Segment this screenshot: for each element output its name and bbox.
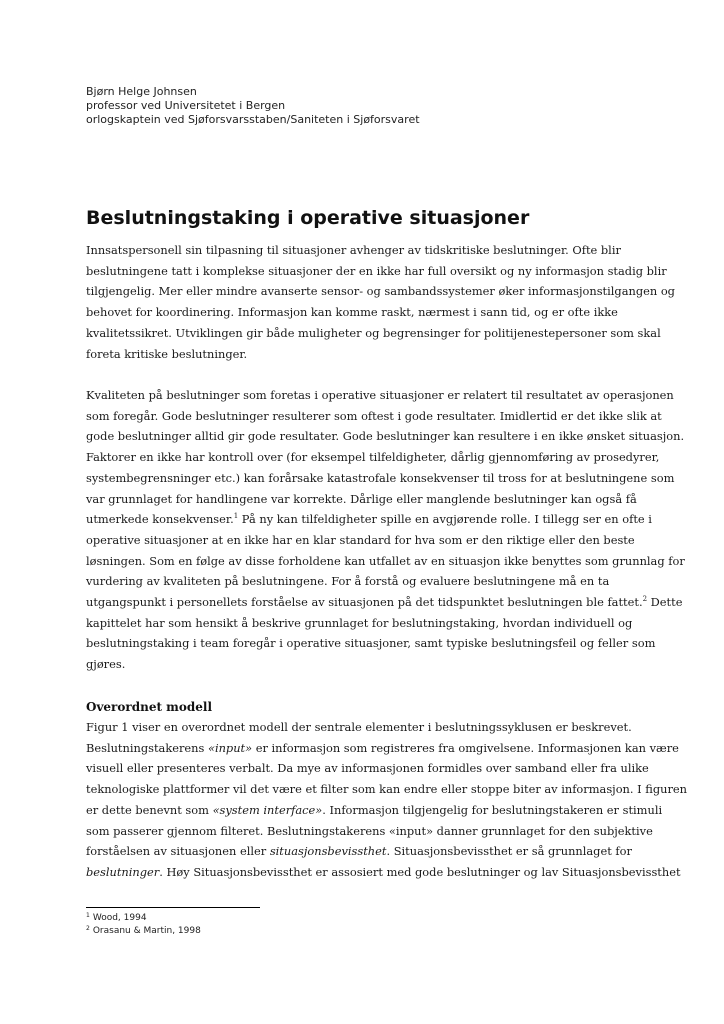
section-heading: Overordnet modell	[86, 700, 213, 714]
text-line: operative situasjoner at en ikke har en klar standard for hva som er den riktige eller den beste	[86, 532, 635, 547]
text-line	[86, 862, 681, 883]
footnotes	[86, 912, 201, 938]
text-line	[86, 738, 679, 759]
text-line: behovet for koordinering. Informasjon kan komme raskt, nærmest i sann tid, og er ofte ikke	[86, 305, 618, 320]
text-segment: er informasjon som registreres fra omgivelsene. Informasjonen kan være	[252, 740, 679, 755]
author-affiliation-1: professor ved Universitetet i Bergen	[86, 99, 286, 112]
text-line: beslutningstaking i team foregår i operative situasjoner, samt typiske beslutningsfeil og feller som	[86, 636, 656, 651]
footnote-text: Orasanu & Martin, 1998	[92, 926, 201, 936]
text-line: løsningen. Som en følge av disse forholdene kan utfallet av en situasjon ikke benyttes som grunnlag for	[86, 553, 685, 568]
text-line	[86, 841, 642, 862]
text-line: tilgjengelig. Mer eller mindre avanserte sensor- og sambandssystemer øker informasjonstilgangen og	[86, 284, 675, 299]
page-title: Beslutningstaking i operative situasjoner	[86, 207, 530, 229]
footnote-divider	[86, 907, 260, 908]
footnote-2	[86, 925, 201, 938]
footnote-number: 1	[86, 912, 90, 919]
emphasis-term: «system interface»	[212, 802, 323, 817]
text-line: var grunnlaget for handlingene var korrekte. Dårlige eller manglende beslutninger kan også få	[86, 491, 637, 506]
text-line	[86, 800, 663, 821]
footnote-1	[86, 912, 201, 925]
text-line: kvalitetssikret. Utviklingen gir både muligheter og begrensinger for politijenestepersoner som skal	[86, 325, 661, 340]
text-line: gjøres.	[86, 657, 126, 672]
author-block	[86, 85, 646, 127]
footnote-ref-1[interactable]: 1	[233, 512, 239, 521]
footnote-number: 2	[86, 925, 90, 932]
text-segment: er dette benevnt som	[86, 802, 213, 817]
text-line: visuell eller presenteres verbalt. Da mye av informasjonen formidles over samband eller fra ulike	[86, 761, 649, 776]
emphasis-term: «input»	[207, 740, 253, 755]
text-segment: Dette	[647, 595, 683, 610]
text-line: Innsatspersonell sin tilpasning til situasjoner avhenger av tidskritiske beslutninger. Ofte blir	[86, 243, 621, 257]
text-line: beslutningene tatt i komplekse situasjoner der en ikke har full oversikt og ny informasjon stadig blir	[86, 263, 667, 278]
footnote-ref-2[interactable]: 2	[642, 595, 648, 604]
text-line: teknologiske plattformer vil det være et filter som kan endre eller stoppe biter av informasjon. I figuren	[86, 782, 687, 797]
text-segment: Beslutningstakerens	[86, 740, 208, 755]
text-line: foreta kritiske beslutninger.	[86, 346, 248, 361]
text-segment: På ny kan tilfeldigheter spille en avgjørende rolle. I tillegg ser en ofte i	[238, 512, 652, 527]
author-name: Bjørn Helge Johnsen	[86, 85, 197, 98]
text-line	[86, 592, 683, 613]
text-segment: . Høy Situasjonsbevissthet er assosiert med gode beslutninger og lav Situasjonsbevissthet	[159, 864, 681, 879]
text-segment: forståelsen av situasjonen eller	[86, 844, 270, 859]
text-segment: utmerkede konsekvenser.	[86, 512, 234, 527]
author-affiliation-2: orlogskaptein ved Sjøforsvarsstaben/Saniteten i Sjøforsvaret	[86, 113, 420, 126]
text-line	[86, 509, 652, 530]
text-line: Faktorer en ikke har kontroll over (for eksempel tilfeldigheter, dårlig gjennomføring av prosedyrer,	[86, 450, 660, 465]
text-line: vurdering av kvaliteten på beslutningene. For å forstå og evaluere beslutningene må en ta	[86, 574, 610, 589]
text-line: Figur 1 viser en overordnet modell der sentrale elementer i beslutningssyklusen er beskrevet.	[86, 720, 632, 734]
text-segment: . Situasjonsbevissthet er så grunnlaget for	[386, 844, 632, 859]
text-segment: utgangspunkt i personellets forståelse av situasjonen på det tidspunktet beslutningen ble fattet.	[86, 595, 643, 610]
text-line: Kvaliteten på beslutninger som foretas i operative situasjoner er relatert til resultatet av operasjonen	[86, 388, 674, 402]
emphasis-term: situasjonsbevissthet	[269, 844, 387, 859]
text-line: gode beslutninger alltid gir gode resultater. Gode beslutninger kan resultere i en ikke ønsket situasjon.	[86, 429, 685, 444]
emphasis-term: beslutninger	[86, 864, 160, 879]
paragraph-3	[86, 717, 687, 883]
paragraph-2	[86, 385, 685, 675]
text-line: som passerer gjennom filteret. Beslutningstakerens «input» danner grunnlaget for den subjektive	[86, 823, 653, 838]
footnote-text: Wood, 1994	[92, 913, 147, 923]
text-line: systembegrensninger etc.) kan forårsake katastrofale konsekvenser til tross for at beslutningene som	[86, 470, 675, 485]
text-segment: . Informasjon tilgjengelig for beslutningstakeren er stimuli	[322, 802, 663, 817]
paragraph-1	[86, 240, 675, 364]
text-line: som foregår. Gode beslutninger resulterer som oftest i gode resultater. Imidlertid er det ikke slik at	[86, 408, 662, 423]
text-line: kapittelet har som hensikt å beskrive grunnlaget for beslutningstaking, hvordan individuell og	[86, 615, 633, 630]
